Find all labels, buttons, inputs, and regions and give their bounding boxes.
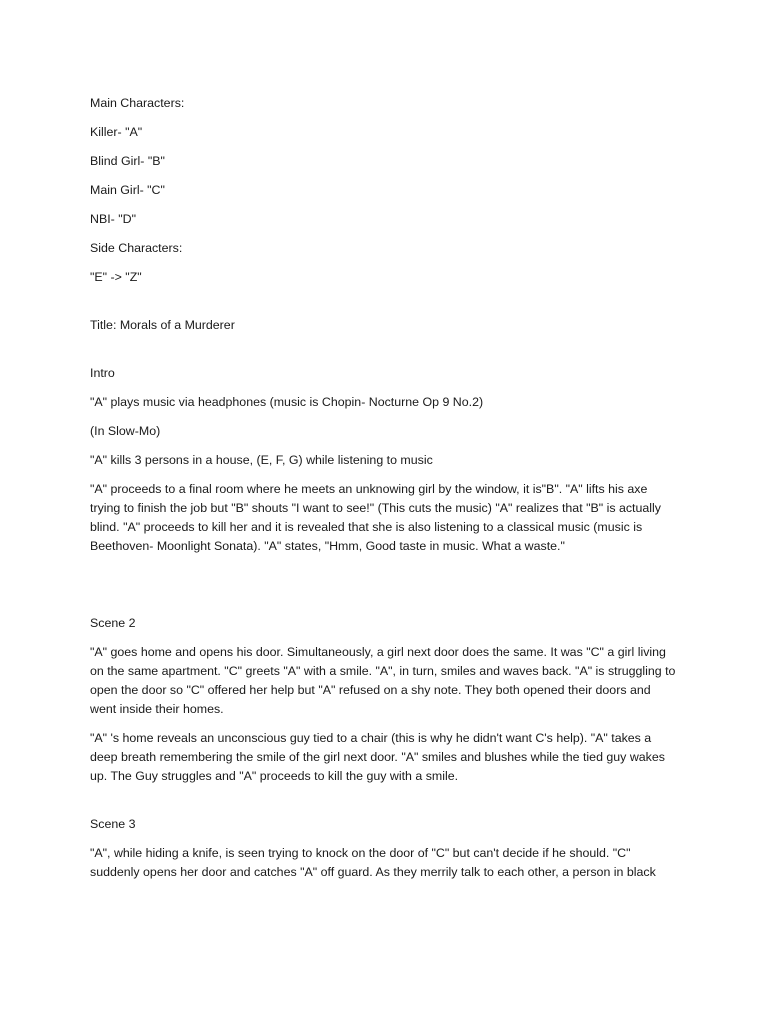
intro-paragraph: (In Slow-Mo) — [90, 424, 161, 438]
intro-heading: Intro — [90, 366, 115, 380]
character-blind-girl: Blind Girl- "B" — [90, 154, 165, 168]
scene2-paragraph: "A" 's home reveals an unconscious guy tied to a chair (this is why he didn't want C's help). "A" takes a deep breath remembering the smile of the girl next door. "A" smiles and blushes while the tied guy wakes up. The Guy struggles and "A" proceeds to kill the guy with a smile. — [90, 731, 665, 783]
story-title: Title: Morals of a Murderer — [90, 318, 235, 332]
side-characters-heading: Side Characters: — [90, 241, 183, 255]
character-nbi: NBI- "D" — [90, 212, 136, 226]
side-characters-range: "E" -> "Z" — [90, 270, 142, 284]
main-characters-heading: Main Characters: — [90, 96, 185, 110]
document-page — [90, 94, 680, 882]
scene2-paragraph: "A" goes home and opens his door. Simultaneously, a girl next door does the same. It was "C" a girl living on the same apartment. "C" greets "A" with a smile. "A", in turn, smiles and waves back. "A" is struggling to open the door so "C" offered her help but "A" refused on a shy note. They both opened their doors and went inside their homes. — [90, 645, 676, 716]
scene2-heading: Scene 2 — [90, 616, 136, 630]
character-main-girl: Main Girl- "C" — [90, 183, 165, 197]
character-killer: Killer- "A" — [90, 125, 143, 139]
scene3-heading: Scene 3 — [90, 817, 136, 831]
intro-paragraph: "A" plays music via headphones (music is Chopin- Nocturne Op 9 No.2) — [90, 395, 484, 409]
intro-paragraph: "A" proceeds to a final room where he meets an unknowing girl by the window, it is"B". "A" lifts his axe trying to finish the job but "B" shouts "I want to see!" (This cuts the music) "A" realizes that "B" is actually blind. "A" proceeds to kill her and it is revealed that she is also listening to a classical music (music is Beethoven- Moonlight Sonata). "A" states, "Hmm, Good taste in music. What a waste." — [90, 482, 661, 553]
intro-paragraph: "A" kills 3 persons in a house, (E, F, G) while listening to music — [90, 453, 433, 467]
scene3-paragraph: "A", while hiding a knife, is seen trying to knock on the door of "C" but can't decide if he should. "C" suddenly opens her door and catches "A" off guard. As they merrily talk to each other, a person in black — [90, 846, 656, 879]
